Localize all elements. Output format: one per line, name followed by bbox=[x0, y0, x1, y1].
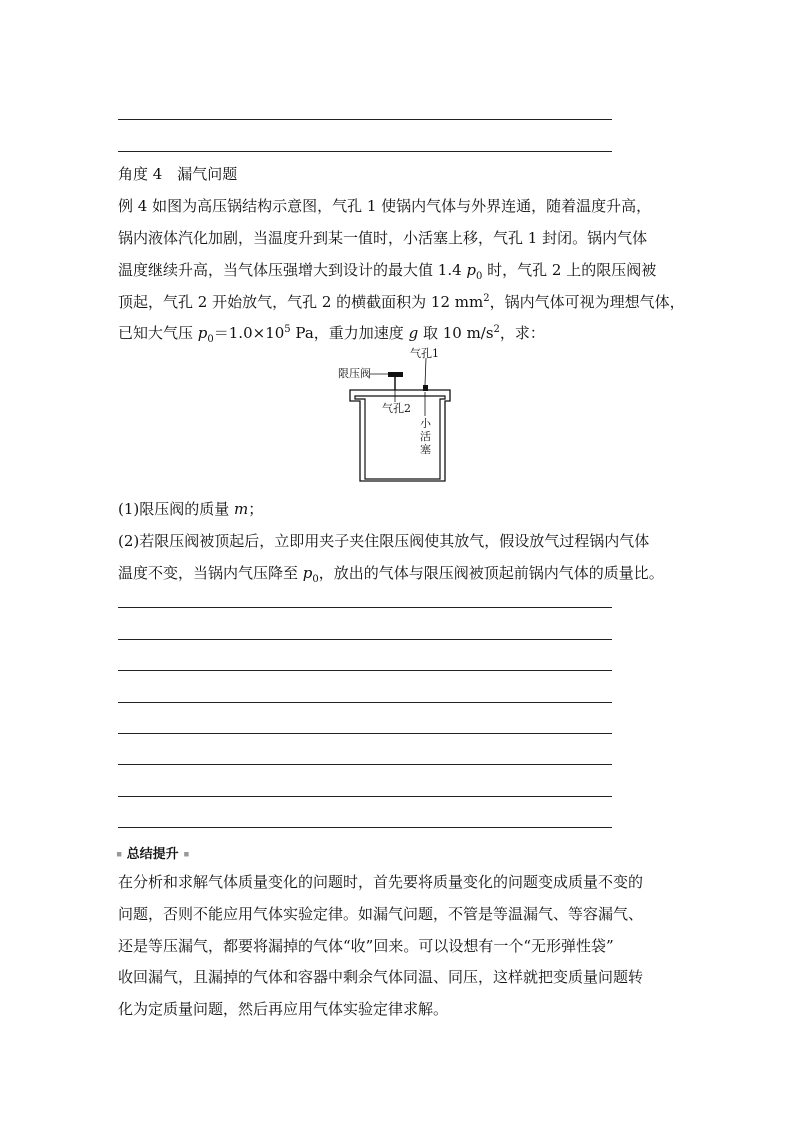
answer-line-7 bbox=[118, 796, 612, 797]
answer-line-top-1 bbox=[118, 119, 612, 120]
summary-left-dots: ▪ bbox=[116, 849, 123, 860]
answer-line-5 bbox=[118, 733, 612, 734]
small-piston bbox=[423, 385, 428, 391]
answer-line-8 bbox=[118, 827, 612, 828]
pressure-cooker-diagram bbox=[338, 344, 460, 488]
summary-line-5: 化为定质量问题，然后再应用气体实验定律求解。 bbox=[118, 1000, 449, 1018]
answer-line-4 bbox=[118, 702, 612, 703]
problem-line-5: 已知大气压 $p_0=1.0\times 10^5$ Pa，重力加速度 g 取 10 $m/s^2$，求： bbox=[118, 324, 545, 345]
answer-line-top-2 bbox=[118, 151, 612, 152]
pressure-valve bbox=[388, 372, 403, 377]
problem-line-1: 例 4 如图为高压锅结构示意图，气孔 1 使锅内气体与外界连通，随着温度升高， bbox=[118, 197, 652, 215]
label-piston-1: 小 bbox=[420, 417, 431, 430]
summary-line-1: 在分析和求解气体质量变化的问题时，首先要将质量变化的问题变成质量不变的 bbox=[118, 873, 644, 891]
summary-line-3: 还是等压漏气，都要将漏掉的气体“收”回来。可以设想有一个“无形弹性袋” bbox=[118, 937, 614, 955]
label-valve: 限压阀 bbox=[338, 367, 371, 380]
label-hole2: 气孔2 bbox=[382, 402, 411, 415]
summary-heading: ▪ 总结提升 ▪ bbox=[116, 847, 190, 862]
answer-line-3 bbox=[118, 670, 612, 671]
answer-line-2 bbox=[118, 639, 612, 640]
summary-right-dots: ▪ bbox=[183, 849, 190, 860]
label-piston-3: 塞 bbox=[420, 443, 431, 456]
label-piston-2: 活 bbox=[420, 430, 431, 443]
problem-line-2: 锅内液体汽化加剧，当温度升到某一值时，小活塞上移，气孔 1 封闭。锅内气体 bbox=[118, 229, 648, 247]
problem-line-4: 顶起，气孔 2 开始放气，气孔 2 的横截面积为 12 $mm^2$，锅内气体可视为理想气体， bbox=[118, 293, 685, 311]
question-2-line-1: (2)若限压阀被顶起后，立即用夹子夹住限压阀使其放气，假设放气过程锅内气体 bbox=[118, 532, 650, 550]
question-1: (1)限压阀的质量 m； bbox=[118, 500, 264, 518]
summary-line-4: 收回漏气，且漏掉的气体和容器中剩余气体同温、同压，这样就把变质量问题转 bbox=[118, 968, 644, 986]
summary-line-2: 问题，否则不能应用气体实验定律。如漏气问题，不管是等温漏气、等容漏气、 bbox=[118, 905, 644, 923]
answer-line-6 bbox=[118, 764, 612, 765]
question-2-line-2: 温度不变，当锅内气压降至 $p_0$，放出的气体与限压阀被顶起前锅内气体的质量比。 bbox=[118, 564, 664, 585]
answer-line-1 bbox=[118, 607, 612, 608]
section-title: 角度 4 漏气问题 bbox=[118, 165, 238, 183]
problem-line-3: 温度继续升高，当气体压强增大到设计的最大值 1.4 $p_0$ 时，气孔 2 上的限压阀被 bbox=[118, 261, 657, 282]
label-hole1: 气孔1 bbox=[410, 347, 439, 360]
